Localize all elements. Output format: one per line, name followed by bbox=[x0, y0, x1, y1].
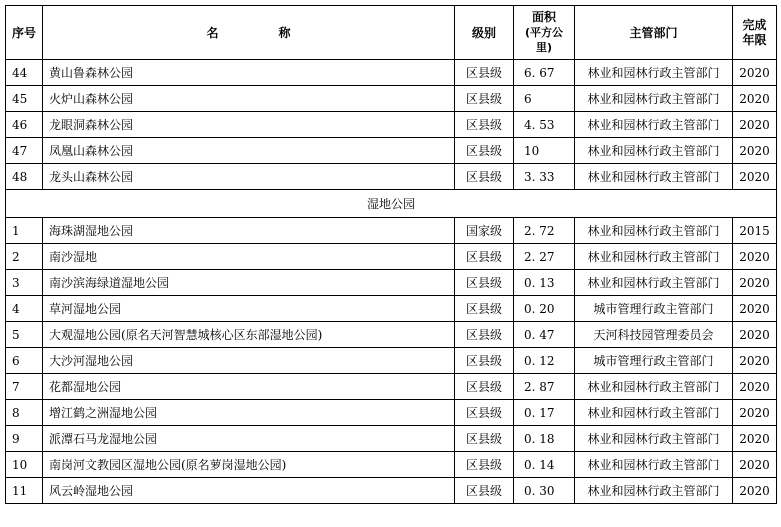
table-row bbox=[6, 218, 777, 244]
row-area: 0. 17 bbox=[514, 400, 575, 426]
header-dept: 主管部门 bbox=[575, 6, 733, 60]
row-name: 大观湿地公园(原名天河智慧城核心区东部湿地公园) bbox=[43, 322, 455, 348]
table-row bbox=[6, 270, 777, 296]
table-row bbox=[6, 296, 777, 322]
row-dept: 林业和园林行政主管部门 bbox=[575, 218, 733, 244]
header-deadline bbox=[733, 6, 777, 60]
row-name: 龙眼洞森林公园 bbox=[43, 112, 455, 138]
row-year: 2015 bbox=[733, 218, 777, 244]
row-level: 区县级 bbox=[455, 60, 514, 86]
row-no: 5 bbox=[6, 322, 43, 348]
row-no: 48 bbox=[6, 164, 43, 190]
row-no: 9 bbox=[6, 426, 43, 452]
row-year: 2020 bbox=[733, 138, 777, 164]
table-row bbox=[6, 374, 777, 400]
row-name: 火炉山森林公园 bbox=[43, 86, 455, 112]
row-year: 2020 bbox=[733, 478, 777, 504]
row-area: 0. 47 bbox=[514, 322, 575, 348]
row-year: 2020 bbox=[733, 296, 777, 322]
row-level: 区县级 bbox=[455, 138, 514, 164]
row-dept: 天河科技园管理委员会 bbox=[575, 322, 733, 348]
row-dept: 城市管理行政主管部门 bbox=[575, 348, 733, 374]
row-name: 南沙滨海绿道湿地公园 bbox=[43, 270, 455, 296]
row-level: 区县级 bbox=[455, 164, 514, 190]
row-name: 派潭石马龙湿地公园 bbox=[43, 426, 455, 452]
forest-park-rows bbox=[6, 60, 777, 190]
header-area-line1: 面积 bbox=[531, 10, 556, 24]
row-area: 0. 20 bbox=[514, 296, 575, 322]
section-row bbox=[6, 190, 777, 218]
row-area: 0. 30 bbox=[514, 478, 575, 504]
table-header bbox=[6, 6, 777, 60]
table-row bbox=[6, 86, 777, 112]
row-area: 4. 53 bbox=[514, 112, 575, 138]
row-no: 45 bbox=[6, 86, 43, 112]
row-year: 2020 bbox=[733, 322, 777, 348]
row-year: 2020 bbox=[733, 164, 777, 190]
row-no: 6 bbox=[6, 348, 43, 374]
row-area: 6. 67 bbox=[514, 60, 575, 86]
row-no: 8 bbox=[6, 400, 43, 426]
row-level: 区县级 bbox=[455, 112, 514, 138]
row-no: 44 bbox=[6, 60, 43, 86]
row-level: 区县级 bbox=[455, 348, 514, 374]
row-area: 2. 27 bbox=[514, 244, 575, 270]
row-year: 2020 bbox=[733, 60, 777, 86]
table-row bbox=[6, 478, 777, 504]
row-name: 风云岭湿地公园 bbox=[43, 478, 455, 504]
table-row bbox=[6, 452, 777, 478]
table-row bbox=[6, 348, 777, 374]
row-name: 龙头山森林公园 bbox=[43, 164, 455, 190]
header-level: 级别 bbox=[455, 6, 514, 60]
park-table bbox=[5, 5, 777, 504]
table-row bbox=[6, 112, 777, 138]
table-row bbox=[6, 60, 777, 86]
table-row bbox=[6, 164, 777, 190]
row-level: 区县级 bbox=[455, 426, 514, 452]
header-name: 名称 bbox=[43, 6, 455, 60]
row-no: 47 bbox=[6, 138, 43, 164]
row-level: 区县级 bbox=[455, 452, 514, 478]
row-area: 10 bbox=[514, 138, 575, 164]
row-dept: 林业和园林行政主管部门 bbox=[575, 112, 733, 138]
row-no: 10 bbox=[6, 452, 43, 478]
row-year: 2020 bbox=[733, 270, 777, 296]
row-name: 凤凰山森林公园 bbox=[43, 138, 455, 164]
row-dept: 林业和园林行政主管部门 bbox=[575, 452, 733, 478]
wetland-park-rows bbox=[6, 218, 777, 504]
row-dept: 林业和园林行政主管部门 bbox=[575, 400, 733, 426]
row-no: 1 bbox=[6, 218, 43, 244]
table-row bbox=[6, 138, 777, 164]
row-dept: 城市管理行政主管部门 bbox=[575, 296, 733, 322]
row-level: 区县级 bbox=[455, 322, 514, 348]
section-wetland bbox=[6, 190, 777, 218]
row-level: 区县级 bbox=[455, 400, 514, 426]
row-dept: 林业和园林行政主管部门 bbox=[575, 426, 733, 452]
row-no: 7 bbox=[6, 374, 43, 400]
row-area: 6 bbox=[514, 86, 575, 112]
header-deadline-line1: 完成 bbox=[742, 17, 767, 32]
row-area: 3. 33 bbox=[514, 164, 575, 190]
row-year: 2020 bbox=[733, 374, 777, 400]
row-area: 0. 12 bbox=[514, 348, 575, 374]
row-name: 南岗河文教园区湿地公园(原名萝岗湿地公园) bbox=[43, 452, 455, 478]
row-year: 2020 bbox=[733, 112, 777, 138]
row-name: 黄山鲁森林公园 bbox=[43, 60, 455, 86]
row-dept: 林业和园林行政主管部门 bbox=[575, 60, 733, 86]
row-level: 区县级 bbox=[455, 296, 514, 322]
row-name: 大沙河湿地公园 bbox=[43, 348, 455, 374]
row-name: 花都湿地公园 bbox=[43, 374, 455, 400]
row-level: 区县级 bbox=[455, 374, 514, 400]
row-dept: 林业和园林行政主管部门 bbox=[575, 270, 733, 296]
row-level: 国家级 bbox=[455, 218, 514, 244]
row-level: 区县级 bbox=[455, 244, 514, 270]
row-area: 0. 14 bbox=[514, 452, 575, 478]
row-no: 46 bbox=[6, 112, 43, 138]
row-area: 2. 87 bbox=[514, 374, 575, 400]
row-name: 草河湿地公园 bbox=[43, 296, 455, 322]
table-row bbox=[6, 400, 777, 426]
row-no: 11 bbox=[6, 478, 43, 504]
header-no: 序号 bbox=[6, 6, 43, 60]
header-deadline-line2: 年限 bbox=[742, 32, 767, 47]
row-year: 2020 bbox=[733, 244, 777, 270]
header-area bbox=[514, 6, 575, 60]
row-no: 3 bbox=[6, 270, 43, 296]
row-year: 2020 bbox=[733, 86, 777, 112]
row-area: 0. 13 bbox=[514, 270, 575, 296]
row-dept: 林业和园林行政主管部门 bbox=[575, 478, 733, 504]
row-name: 海珠湖湿地公园 bbox=[43, 218, 455, 244]
row-dept: 林业和园林行政主管部门 bbox=[575, 164, 733, 190]
row-area: 2. 72 bbox=[514, 218, 575, 244]
row-dept: 林业和园林行政主管部门 bbox=[575, 138, 733, 164]
row-no: 4 bbox=[6, 296, 43, 322]
row-no: 2 bbox=[6, 244, 43, 270]
row-dept: 林业和园林行政主管部门 bbox=[575, 244, 733, 270]
header-area-line2: (平方公里) bbox=[524, 26, 564, 54]
table-row bbox=[6, 426, 777, 452]
row-dept: 林业和园林行政主管部门 bbox=[575, 86, 733, 112]
row-area: 0. 18 bbox=[514, 426, 575, 452]
row-name: 南沙湿地 bbox=[43, 244, 455, 270]
table-row bbox=[6, 322, 777, 348]
row-year: 2020 bbox=[733, 452, 777, 478]
section-title: 湿地公园 bbox=[6, 190, 777, 218]
row-level: 区县级 bbox=[455, 478, 514, 504]
header-row bbox=[6, 6, 777, 60]
row-year: 2020 bbox=[733, 426, 777, 452]
row-year: 2020 bbox=[733, 400, 777, 426]
row-level: 区县级 bbox=[455, 86, 514, 112]
row-level: 区县级 bbox=[455, 270, 514, 296]
row-dept: 林业和园林行政主管部门 bbox=[575, 374, 733, 400]
table-row bbox=[6, 244, 777, 270]
row-name: 增江鹤之洲湿地公园 bbox=[43, 400, 455, 426]
row-year: 2020 bbox=[733, 348, 777, 374]
